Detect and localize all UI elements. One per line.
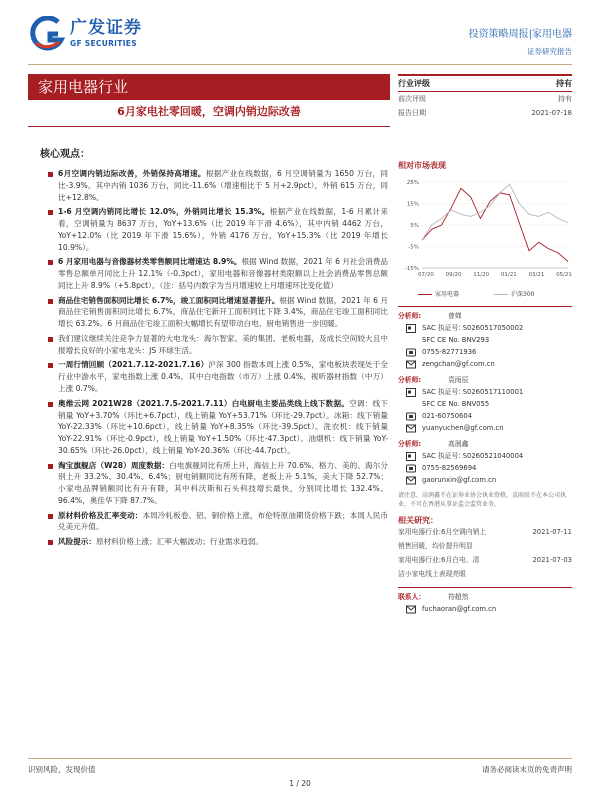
- x-tick-label: 11/20: [473, 272, 490, 278]
- contact-label: 联系人：: [398, 593, 426, 601]
- analyst-name-row: [398, 375, 572, 387]
- footer-disclaimer: 请务必阅读末页的免责声明: [482, 765, 572, 774]
- industry-name: 家用电器行业: [38, 78, 129, 96]
- legend-label: 沪深300: [511, 291, 535, 298]
- page-number: 1 / 20: [289, 779, 311, 788]
- x-tick-label: 01/21: [500, 272, 517, 278]
- bullet-text: 根据产业在线数据，1-6 月累计来看，空调销量为 8637 万台，YoY+13.6%（比 2019 年下滑 4.6%），其中内销 4462 万台，YoY+12.0%（比 2019 年下滑 15.6%），外销 4176 万台，YoY+15.3%（比 2019 年增长 10.9%）。: [58, 207, 388, 252]
- contact-name: 符超然: [448, 593, 469, 601]
- bullet-point: [48, 460, 388, 507]
- related-report-title[interactable]: 家用电器行业:6月白电、清: [398, 556, 480, 564]
- analyst-email[interactable]: zengchan@gf.com.cn: [422, 360, 495, 368]
- previous-rating-row: [398, 92, 572, 106]
- analyst-email-row: [398, 423, 572, 435]
- bullet-lead: 6 月家用电器与音像器材类零售额同比增速达 8.9%。: [58, 257, 242, 267]
- analyst-sfc-row: [398, 335, 572, 347]
- logo-chinese-name: 广发证券: [70, 18, 142, 38]
- bullet-lead: 风险提示：: [58, 537, 96, 547]
- phone-icon: [406, 464, 416, 473]
- gf-logo-icon: [28, 16, 66, 52]
- logo-english-name: GF SECURITIES: [70, 39, 137, 48]
- x-tick-label: 03/21: [528, 272, 545, 278]
- y-tick-label: 25%: [406, 180, 419, 186]
- related-report-title[interactable]: 家用电器行业:6月空调内销上: [398, 528, 487, 536]
- bullet-lead: 奥维云网 2021W28（2021.7.5-2021.7.11）白电厨电主要品类线上线下数据。: [58, 398, 350, 408]
- bullet-text: 白电旗舰同比有所上升，海信上升 70.6%、格力、美的、海尔分别上升 33.2%、30.4%、6.4%；厨电销额同比有所有降，老板上升 5.1%，美大下降 52.7%；小家电品牌销额同比有升有降，其中科沃斯和石头科技增长最快，分别同比增长 132.4%、96.4%，奥佳华下降 87.7%。: [58, 460, 388, 505]
- analyst-phone: 021-60750604: [422, 412, 473, 420]
- id-card-icon: [406, 388, 416, 397]
- analyst-card: [398, 375, 572, 435]
- phone-icon: [406, 412, 416, 421]
- analyst-phone-row: [398, 347, 572, 359]
- analyst-disclaimer: 请注意，高润鑫不在证券业协会执业资格，袁雨辰不在本公司执业，不可在香港从事证监会监管业务。: [398, 492, 567, 508]
- x-tick-label: 09/20: [445, 272, 462, 278]
- legend-swatch: [418, 294, 432, 296]
- analyst-sac: SAC 执证号: S0260521040004: [422, 452, 524, 460]
- email-icon: [406, 605, 416, 614]
- report-type: 投资策略周报|家用电器: [468, 29, 572, 40]
- analyst-name-row: [398, 311, 572, 323]
- analyst-phone-row: [398, 463, 572, 475]
- bullet-text: 根据 Wind 数据，2021 年 6 月商品住宅销售面积同比增长 6.7%，商品住宅新开工面积同比下降 3.4%，商品住宅竣工面积同比增长 63.2%。6 月商品住宅竣工面积大幅增长有望带动白电、厨电销售进一步回暖。: [58, 295, 388, 329]
- bullet-lead: 6月空调内销边际改善，外销保持高增速。: [58, 169, 206, 178]
- legend-item-appliances: [418, 290, 459, 299]
- x-tick-label: 05/21: [556, 272, 572, 278]
- core-points-list: [48, 168, 388, 551]
- series-line-csi300: [422, 184, 568, 240]
- related-report-row[interactable]: [398, 541, 572, 555]
- y-tick-label: -15%: [404, 266, 419, 272]
- phone-icon: [406, 348, 416, 357]
- relative-performance-chart: [398, 174, 572, 286]
- bullet-text: 根据 Wind 数据，2021 年 6 月社会消费品零售总额单月同比上升 12.1%（-0.3pct），家用电器和音像器材类限额以上社会消费品零售总额同比上升 8.9%（+5.8pct）。（注：括号内数字为当月增速较上月增速环比变化值）: [58, 257, 389, 290]
- id-card-icon: [406, 324, 416, 333]
- analyst-email-row: [398, 359, 572, 371]
- report-category: 证券研究报告: [527, 47, 572, 56]
- analyst-phone: 0755-82569694: [422, 464, 477, 472]
- chart-legend: [398, 288, 572, 302]
- analyst-sac-row: [398, 323, 572, 335]
- contact-email[interactable]: fuchaoran@gf.com.cn: [422, 605, 497, 613]
- industry-banner: [28, 74, 390, 100]
- report-headline: 6月家电社零回暖，空调内销边际改善: [117, 105, 301, 118]
- analyst-phone-row: [398, 411, 572, 423]
- related-report-row[interactable]: [398, 569, 572, 583]
- bullet-point: [48, 206, 388, 253]
- email-icon: [406, 360, 416, 369]
- email-icon: [406, 424, 416, 433]
- bullet-text: 空调：线下销量 YoY+3.70%（环比+6.7pct），线上销量 YoY+53.71%（环比-29.7pct）。冰箱：线下销量 YoY-22.33%（环比+10.6pct），线上销量 YoY+8.35%（环比-39.5pct）。洗衣机：线下销量 YoY-22.91%（环比-0.9pct），线上销量 YoY+1.50%（环比-47.3pct）。油烟机：线下销量 YoY-30.65%（环比-26.0pct），线上销量 YoY-20.36%（环比-44.7pct）。: [58, 398, 388, 455]
- bullet-point: [48, 536, 388, 548]
- core-points-title: 核心观点：: [40, 149, 90, 160]
- bullet-text: 根据产业在线数据，6 月空调销量为 1650 万台，同比-3.9%。其中内销 1036 万台，同比-11.6%（增速相比于 5 月+2.9pct），外销 615 万台，同比+12.8%。: [58, 169, 388, 202]
- y-tick-label: 5%: [410, 223, 419, 229]
- analyst-sac-row: [398, 451, 572, 463]
- footer-divider: [28, 758, 572, 759]
- analyst-label: 分析师:: [398, 440, 422, 448]
- header-divider: [28, 64, 572, 65]
- bullet-lead: 1-6 月空调内销同比增长 12.0%，外销同比增长 15.3%。: [58, 207, 270, 217]
- x-tick-label: 07/20: [418, 272, 434, 278]
- analyst-sfc-row: [398, 399, 572, 411]
- related-report-title[interactable]: 洁小家电线上表现亮眼: [398, 570, 466, 578]
- related-report-row[interactable]: [398, 527, 572, 541]
- performance-chart-svg: [398, 174, 572, 286]
- related-report-row[interactable]: [398, 555, 572, 569]
- analyst-email-row: [398, 475, 572, 487]
- bullet-text: 我们建议继续关注竞争力显著的大电龙头：海尔智家、美的集团、老板电器，及成长空间较大且中报增长良好的小家电龙头：JS 环球生活。: [58, 333, 388, 355]
- rating-label: 行业评级: [398, 79, 430, 88]
- analyst-phone: 0755-82771936: [422, 348, 477, 356]
- contact-email-row: [398, 604, 572, 616]
- sidebar: [398, 74, 572, 616]
- previous-rating-label: 前次评级: [398, 95, 426, 103]
- related-report-date: 2021-07-03: [532, 556, 572, 564]
- analyst-label: 分析师:: [398, 312, 422, 320]
- analyst-name: 曾婵: [448, 312, 462, 320]
- analyst-sfc: SFC CE No. BNV055: [422, 400, 490, 408]
- bullet-point: [48, 168, 388, 203]
- header-right: [469, 28, 572, 58]
- sidebar-divider: [398, 587, 572, 588]
- rating-value: 持有: [556, 79, 572, 88]
- rating-header: [398, 74, 572, 92]
- company-logo: [28, 16, 178, 52]
- bullet-point: [48, 510, 388, 534]
- analyst-email[interactable]: yuanyuchen@gf.com.cn: [422, 424, 504, 432]
- bullet-lead: 商品住宅销售面积同比增长 6.7%，竣工面积同比增速显著提升。: [58, 295, 280, 305]
- analyst-card: [398, 439, 572, 487]
- bullet-lead: 淘宝旗舰店（W28）周度数据：: [58, 460, 170, 470]
- market-performance-title: 相对市场表现: [398, 161, 446, 170]
- bullet-point: [48, 256, 388, 291]
- analyst-sac: SAC 执证号: S0260517050002: [422, 324, 524, 332]
- contact-name-row: [398, 592, 572, 604]
- bullet-point: [48, 333, 388, 357]
- report-date-label: 报告日期: [398, 109, 426, 117]
- analyst-sac: SAC 执证号: S0260517110001: [422, 388, 524, 396]
- id-card-icon: [406, 452, 416, 461]
- bullet-text: 沪深 300 指数本周上涨 0.5%，家电板块表现处于全行业中游水平，家电指数上涨 0.4%。其中白电指数（市万）上涨 0.4%，视听器材指数（中万）上涨 0.7%。: [58, 360, 388, 394]
- bullet-point: [48, 359, 388, 394]
- related-report-title[interactable]: 销售回暖，均价提升明显: [398, 542, 473, 550]
- analyst-sfc: SFC CE No. BNV293: [422, 336, 490, 344]
- y-tick-label: 15%: [406, 201, 419, 208]
- previous-rating-value: 持有: [558, 95, 572, 103]
- y-tick-label: -5%: [408, 244, 419, 251]
- legend-swatch: [494, 294, 508, 296]
- report-date-value: 2021-07-18: [531, 109, 572, 117]
- report-date-row: [398, 106, 572, 120]
- email-icon: [406, 476, 416, 485]
- analyst-sac-row: [398, 387, 572, 399]
- related-research-title: 相关研究：: [398, 516, 438, 525]
- bullet-point: [48, 398, 388, 457]
- analyst-email[interactable]: gaorunxin@gf.com.cn: [422, 476, 497, 484]
- analyst-name: 袁雨辰: [448, 376, 469, 384]
- analyst-name-row: [398, 439, 572, 451]
- analyst-label: 分析师:: [398, 376, 422, 384]
- legend-label: 家用电器: [435, 291, 460, 298]
- footer-slogan: 识别风险，发现价值: [28, 765, 96, 774]
- bullet-point: [48, 295, 388, 330]
- bullet-text: 原材料价格上涨；汇率大幅波动；行业需求趋弱。: [95, 537, 264, 547]
- legend-item-csi300: [494, 290, 534, 299]
- sidebar-divider: [398, 306, 572, 307]
- analyst-name: 高润鑫: [448, 440, 469, 448]
- bullet-text: 本周冷轧板卷、铝、铜价格上涨，布伦特原油期货价格下跌；本周人民币兑美元升值。: [58, 510, 389, 532]
- related-report-date: 2021-07-11: [532, 528, 572, 536]
- bullet-lead: 一周行情回顾（2021.7.12-2021.7.16）: [58, 360, 209, 370]
- contact-card: [398, 592, 572, 616]
- headline-divider: [28, 126, 390, 127]
- bullet-lead: 原材料价格及汇率变动：: [58, 510, 143, 520]
- analyst-card: [398, 311, 572, 371]
